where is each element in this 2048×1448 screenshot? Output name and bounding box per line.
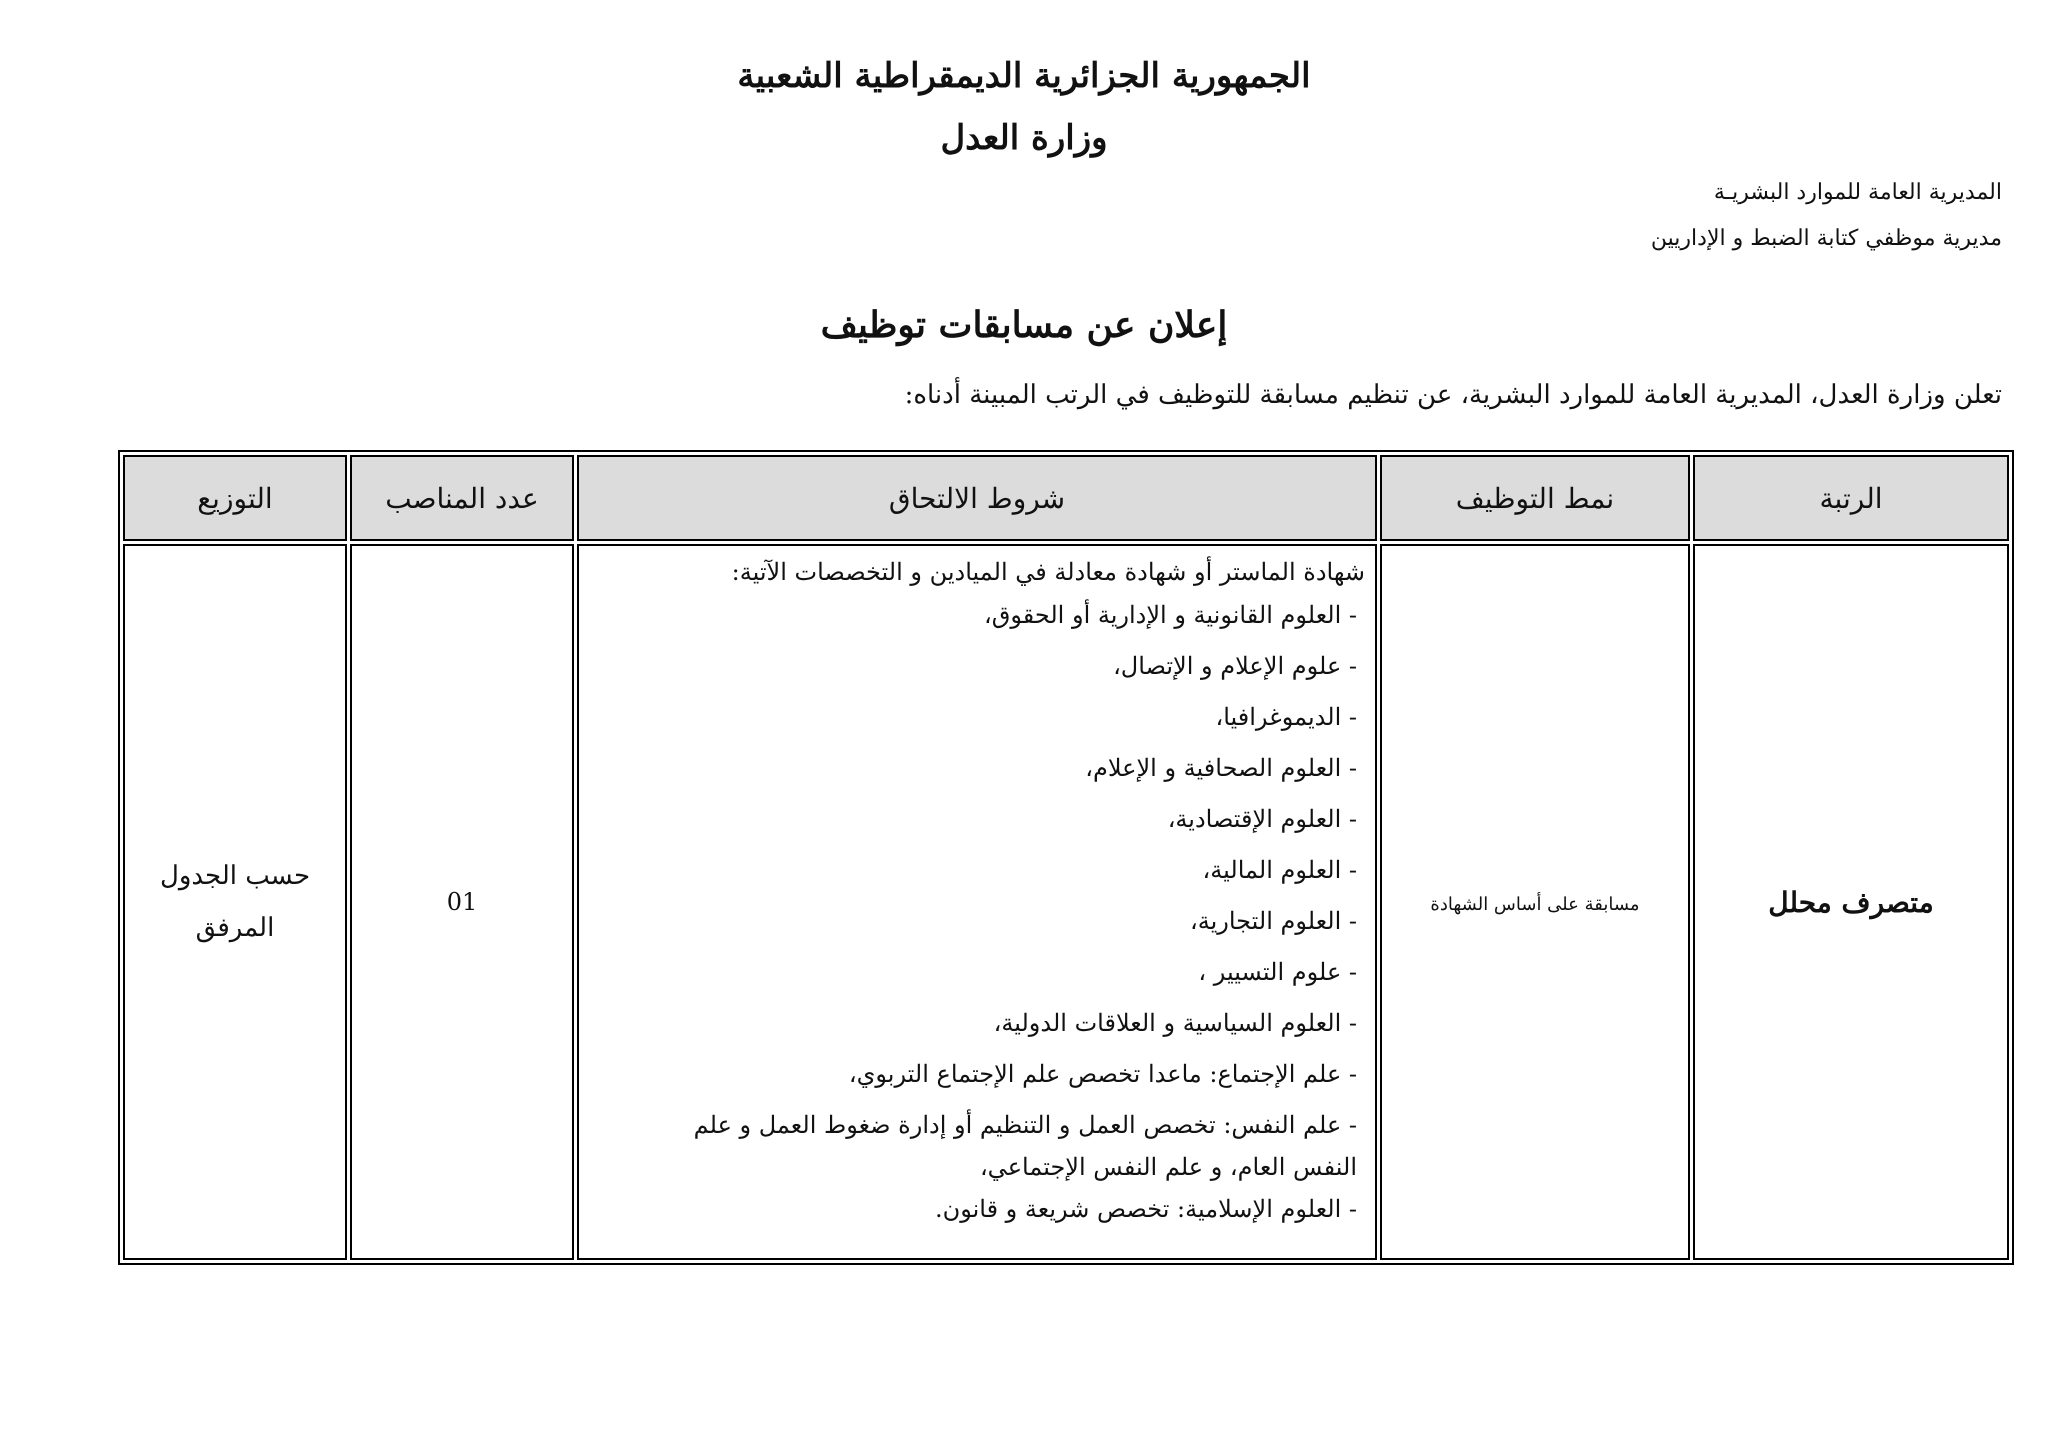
header-positions: عدد المناصب [350,455,574,541]
condition-item: - العلوم المالية، [1202,856,1357,884]
header-mode: نمط التوظيف [1380,455,1690,541]
condition-item: - علم النفس: تخصص العمل و التنظيم أو إدارة ضغوط العمل و علم [693,1111,1357,1139]
table-header-row [123,455,2009,541]
mode-value: مسابقة على أساس الشهادة [1430,894,1640,915]
header-conditions: شروط الالتحاق [577,455,1377,541]
cell-mode [1380,544,1690,1260]
conditions-list [595,590,1365,1235]
distribution-value: حسب الجدول المرفق [159,861,311,943]
cell-rank [1693,544,2009,1260]
header-rank: الرتبة [1693,455,2009,541]
republic-title: الجمهورية الجزائرية الديمقراطية الشعبية [737,56,1311,96]
condition-item: - العلوم التجارية، [1189,907,1357,935]
condition-item: - العلوم السياسية و العلاقات الدولية، [993,1009,1357,1037]
condition-item: - العلوم القانونية و الإدارية أو الحقوق، [983,601,1357,629]
conditions-intro: شهادة الماستر أو شهادة معادلة في الميادين و التخصصات الآتية: [731,558,1365,586]
directorate-general-label: المديرية العامة للموارد البشريـة [1713,180,2002,205]
condition-item: - العلوم الإسلامية: تخصص شريعة و قانون. [934,1195,1357,1223]
directorate-label: مديرية موظفي كتابة الضبط و الإداريين [1650,226,2002,251]
condition-item: - العلوم الصحافية و الإعلام، [1085,754,1357,782]
condition-item: - علوم التسيير ، [1198,958,1357,986]
ministry-title: وزارة العدل [940,118,1108,158]
announcement-title: إعلان عن مسابقات توظيف [820,304,1228,346]
announcement-intro: تعلن وزارة العدل، المديرية العامة للموارد البشرية، عن تنظيم مسابقة للتوظيف في الرتب المبينة أدناه: [904,380,2002,410]
condition-item-continuation: النفس العام، و علم النفس الإجتماعي، [979,1153,1357,1181]
positions-value: 01 [446,888,478,916]
rank-value: متصرف محلل [1768,885,1934,919]
cell-conditions [577,544,1377,1260]
condition-item: - علوم الإعلام و الإتصال، [1113,652,1357,680]
header-distribution: التوزيع [123,455,347,541]
cell-distribution [123,544,347,1260]
condition-item: - علم الإجتماع: ماعدا تخصص علم الإجتماع التربوي، [848,1060,1357,1088]
recruitment-table [118,450,2014,1265]
table-row [123,544,2009,1260]
condition-item: - الديموغرافيا، [1215,703,1357,731]
condition-item: - العلوم الإقتصادية، [1167,805,1357,833]
cell-positions [350,544,574,1260]
